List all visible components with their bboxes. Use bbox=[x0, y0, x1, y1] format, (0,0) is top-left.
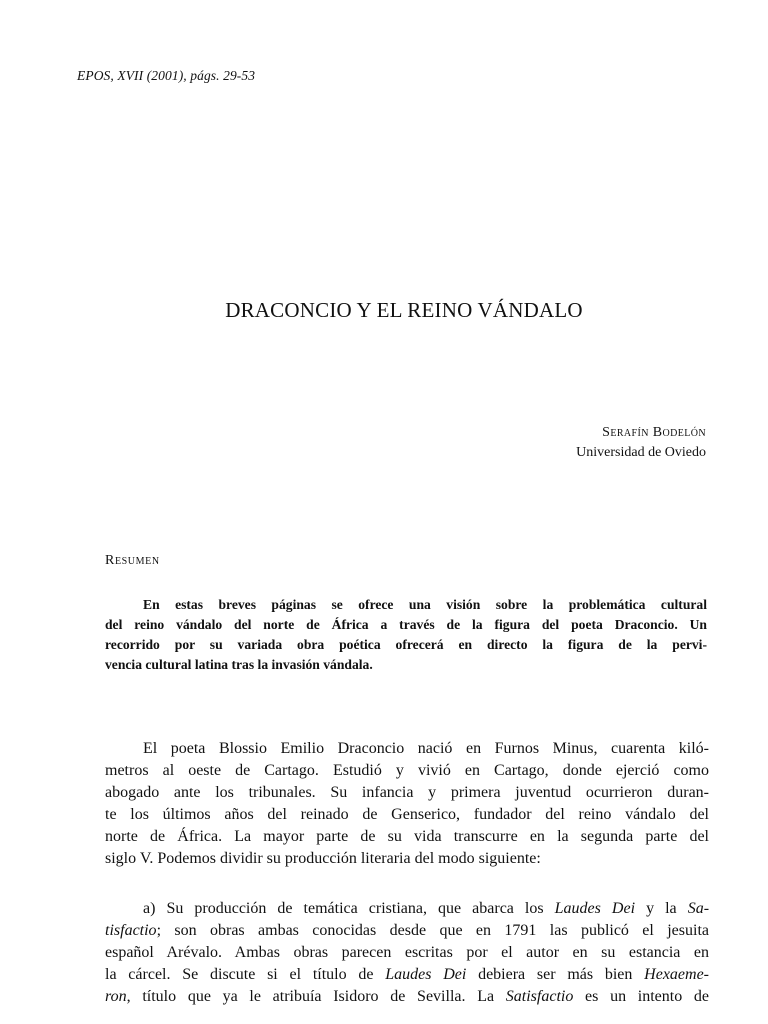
abstract-line: recorrido por su variada obra poética ofrecerá en directo la figura de la pervi- bbox=[105, 637, 707, 652]
text-run: a) Su producción de temática cristiana, que abarca los bbox=[143, 900, 555, 917]
author-name: Serafín Bodelón bbox=[602, 425, 706, 440]
body-line: siglo V. Podemos dividir su producción literaria del modo siguiente: bbox=[105, 850, 541, 867]
work-title-italic: tisfactio bbox=[105, 922, 157, 939]
body-line: abogado ante los tribunales. Su infancia y primera juventud ocurrieron duran- bbox=[105, 784, 709, 801]
work-title-italic: Laudes Dei bbox=[554, 900, 636, 917]
body-line: español Arévalo. Ambas obras parecen escritas por el autor en su estancia en bbox=[105, 944, 709, 961]
article-title: DRACONCIO Y EL REINO VÁNDALO bbox=[225, 298, 583, 322]
body-line bbox=[105, 920, 709, 942]
text-run: debiera ser más bien bbox=[466, 966, 645, 983]
author-block bbox=[576, 423, 706, 463]
work-title-italic: Satisfactio bbox=[505, 988, 574, 1005]
abstract-heading: Resumen bbox=[105, 553, 160, 568]
abstract-paragraph bbox=[105, 595, 707, 675]
body-paragraph-1 bbox=[105, 738, 709, 870]
body-line bbox=[105, 986, 709, 1008]
body-paragraph-2 bbox=[105, 898, 709, 1008]
author-affiliation: Universidad de Oviedo bbox=[576, 445, 706, 460]
body-line bbox=[105, 964, 709, 986]
text-run: y la bbox=[635, 900, 688, 917]
text-run: , título que ya le atribuía Isidoro de Sevilla. La bbox=[126, 988, 506, 1005]
body-line: norte de África. La mayor parte de su vida transcurre en la segunda parte del bbox=[105, 828, 709, 845]
work-title-italic: Hexaeme- bbox=[644, 966, 709, 983]
text-run: es un intento de bbox=[573, 988, 710, 1005]
body-line: metros al oeste de Cartago. Estudió y vivió en Cartago, donde ejerció como bbox=[105, 762, 709, 779]
abstract-line: del reino vándalo del norte de África a través de la figura del poeta Draconcio. Un bbox=[105, 617, 707, 632]
journal-reference: EPOS, XVII (2001), págs. 29-53 bbox=[77, 68, 256, 83]
text-run: ; son obras ambas conocidas desde que en 1791 las publicó el jesuita bbox=[156, 922, 709, 939]
body-line: te los últimos años del reinado de Genserico, fundador del reino vándalo del bbox=[105, 806, 709, 823]
text-run: la cárcel. Se discute si el título de bbox=[105, 966, 386, 983]
body-line bbox=[105, 898, 709, 920]
work-title-italic: ron bbox=[105, 988, 127, 1005]
body-line: El poeta Blossio Emilio Draconcio nació en Furnos Minus, cuarenta kiló- bbox=[143, 740, 709, 757]
work-title-italic: Laudes Dei bbox=[385, 966, 467, 983]
abstract-line: En estas breves páginas se ofrece una visión sobre la problemática cultural bbox=[143, 597, 707, 612]
abstract-line: vencia cultural latina tras la invasión vándala. bbox=[105, 657, 373, 672]
work-title-italic: Sa- bbox=[687, 900, 710, 917]
